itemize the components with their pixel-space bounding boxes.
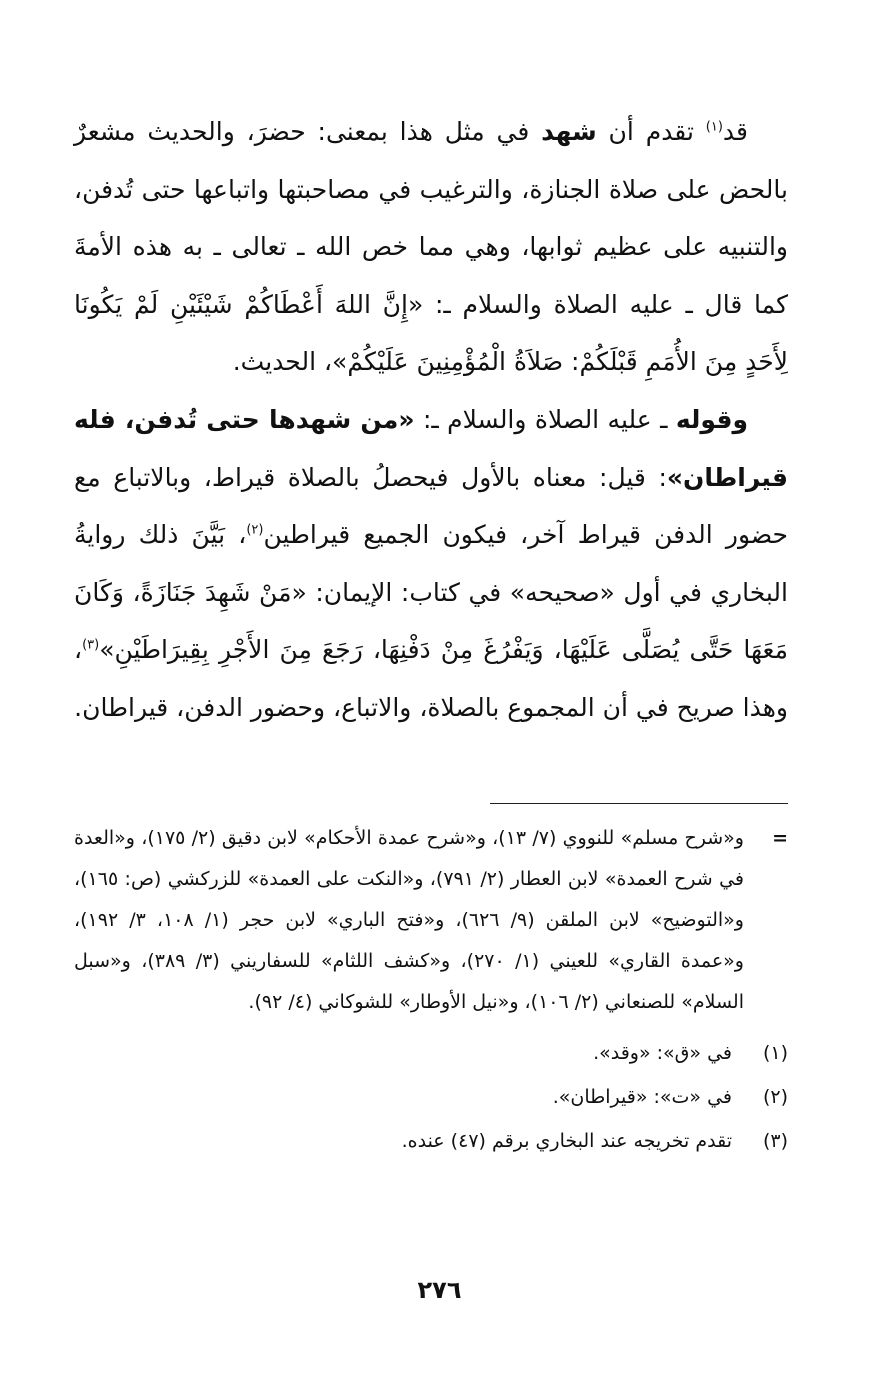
footnote-item (74, 1031, 788, 1075)
footnote-item (74, 1119, 788, 1163)
text-run: في مثل هذا بمعنى: حضرَ، والحديث مشعرٌ بالحض على صلاة الجنازة، والترغيب في مصاحبتها واتباعها حتى تُدفن، والتنبيه على عظيم ثوابها، وهي مما خص الله ـ تعالى ـ به هذه الأمةَ كما قال ـ عليه الصلاة والسلام ـ: «إِنَّ اللهَ أَعْطَاكُمْ شَيْئَيْنِ لَمْ يَكُونَا لِأَحَدٍ مِنَ الأُمَمِ قَبْلَكُمْ: صَلاَةُ الْمُؤْمِنِينَ عَلَيْكُمْ»، الحديث. (74, 117, 788, 377)
text-run: تقدم أن (596, 117, 706, 146)
footnote-number: (٣) (762, 1130, 788, 1152)
footnotes (74, 818, 788, 1163)
footnote-text: في «ق»: «وقد». (593, 1042, 732, 1064)
paragraph-1 (74, 103, 788, 391)
footnote-ref-1: (١) (705, 119, 723, 135)
footnote-ref-3: (٣) (82, 638, 100, 654)
bold-term: شهد (541, 117, 597, 146)
footnote-number: (١) (762, 1042, 788, 1064)
main-text (74, 103, 788, 737)
text-run: ، وهذا صريح في أن المجموع بالصلاة، والاتباع، وحضور الدفن، قيراطان. (74, 635, 788, 722)
continuation-text: و«شرح مسلم» للنووي (٧/ ١٣)، و«شرح عمدة الأحكام» لابن دقيق (٢/ ١٧٥)، و«العدة في شرح العمدة» لابن العطار (٢/ ٧٩١)، و«النكت على العمدة» للزركشي (ص: ١٦٥)، و«التوضيح» لابن الملقن (٩/ ٦٢٦)، و«فتح الباري» لابن حجر (١/ ١٠٨، ٣/ ١٩٢)، و«عمدة القاري» للعيني (١/ ٢٧٠)، و«كشف اللثام» للسفاريني (٣/ ٣٨٩)، و«سبل السلام» للصنعاني (٢/ ١٠٦)، و«نيل الأوطار» للشوكاني (٤/ ٩٢). (74, 827, 744, 1013)
text-run: ، بَيَّنَ ذلك روايةُ البخاري في أول «صحيحه» في كتاب: الإيمان: «مَنْ شَهِدَ جَنَازَةً، وَكَانَ مَعَهَا حَتَّى يُصَلَّى عَلَيْهَا، وَيَفْرُغَ مِنْ دَفْنِهَا، رَجَعَ مِنَ الأَجْرِ بِقِيرَاطَيْنِ» (74, 520, 788, 665)
page-number: ٢٧٦ (417, 1276, 462, 1304)
continuation-marker: = (772, 827, 788, 849)
footnote-text: تقدم تخريجه عند البخاري برقم (٤٧) عنده. (401, 1130, 732, 1152)
paragraph-2 (74, 391, 788, 737)
footnote-list (74, 1031, 788, 1163)
bold-term: وقوله (675, 404, 748, 434)
footnote-number: (٢) (762, 1086, 788, 1108)
footnote-item (74, 1075, 788, 1119)
footnote-divider (490, 803, 788, 804)
hadith-quote: «من شهدها حتى تُدفن، فله قيراطان» (74, 404, 788, 492)
footnote-ref-2: (٢) (246, 522, 264, 538)
footnote-continuation (74, 818, 788, 1023)
text-run: : قيل: معناه بالأول فيحصلُ بالصلاة قيراط، وبالاتباع مع حضور الدفن قيراط آخر، فيكون الجميع قيراطين (74, 462, 789, 550)
text-run: قد (722, 117, 748, 146)
footnote-text: في «ت»: «قيراطان». (552, 1086, 732, 1108)
text-run: ـ عليه الصلاة والسلام ـ: (414, 404, 676, 434)
